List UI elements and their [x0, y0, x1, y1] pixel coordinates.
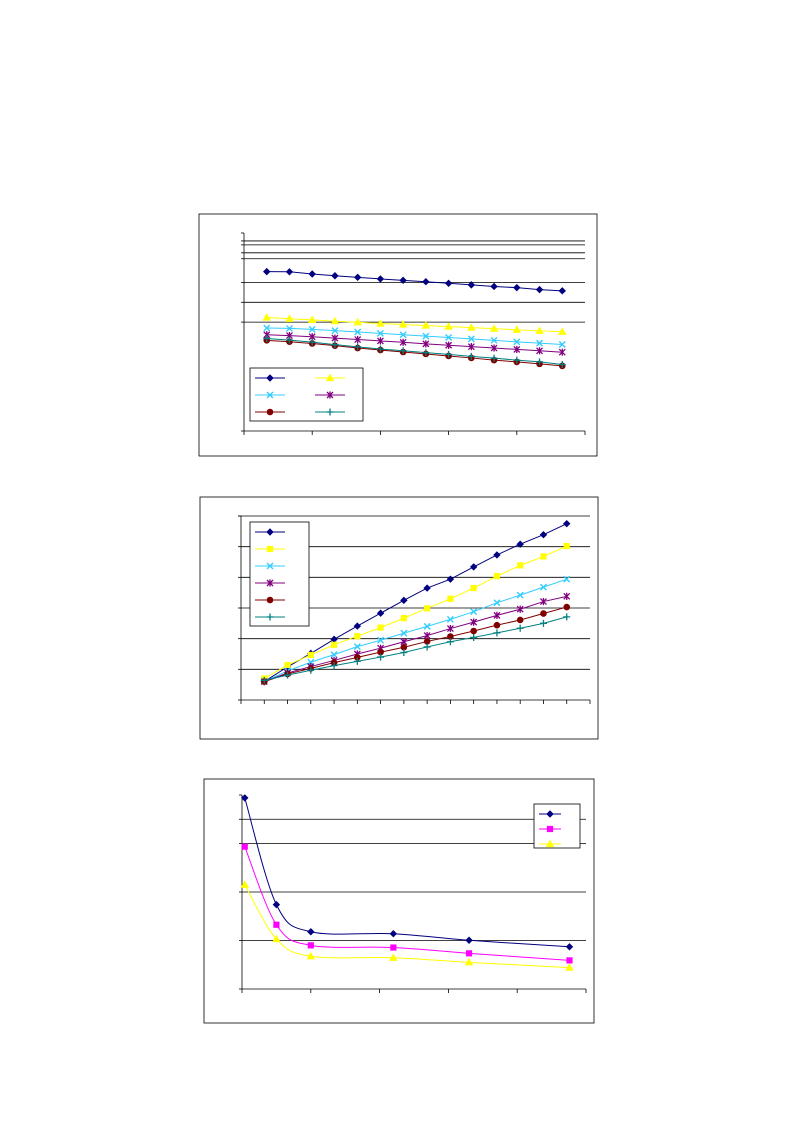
legend-marker — [547, 826, 552, 831]
data-point — [242, 844, 247, 849]
legend-marker — [267, 546, 272, 551]
data-point — [308, 652, 313, 657]
data-point — [494, 622, 500, 628]
data-point — [564, 604, 570, 610]
data-point — [448, 596, 453, 601]
data-point — [541, 611, 547, 617]
data-point — [564, 543, 569, 548]
data-point — [424, 639, 430, 645]
data-point — [518, 563, 523, 568]
chart-3 — [204, 779, 594, 1023]
chart-2 — [200, 497, 598, 739]
legend-box — [534, 804, 580, 848]
legend — [250, 368, 363, 421]
legend-marker — [267, 409, 273, 415]
data-point — [567, 958, 572, 963]
legend-box — [250, 522, 309, 626]
data-point — [391, 945, 396, 950]
data-point — [401, 616, 406, 621]
data-point — [541, 554, 546, 559]
data-point — [331, 642, 336, 647]
data-point — [425, 606, 430, 611]
data-point — [494, 574, 499, 579]
data-point — [285, 662, 290, 667]
data-point — [378, 625, 383, 630]
data-point — [517, 617, 523, 623]
legend — [534, 804, 580, 848]
data-point — [274, 922, 279, 927]
data-point — [466, 951, 471, 956]
legend — [250, 522, 309, 626]
data-point — [471, 585, 476, 590]
data-point — [308, 943, 313, 948]
data-point — [471, 628, 477, 634]
chart-1 — [199, 214, 597, 456]
data-point — [355, 634, 360, 639]
legend-marker — [267, 597, 273, 603]
